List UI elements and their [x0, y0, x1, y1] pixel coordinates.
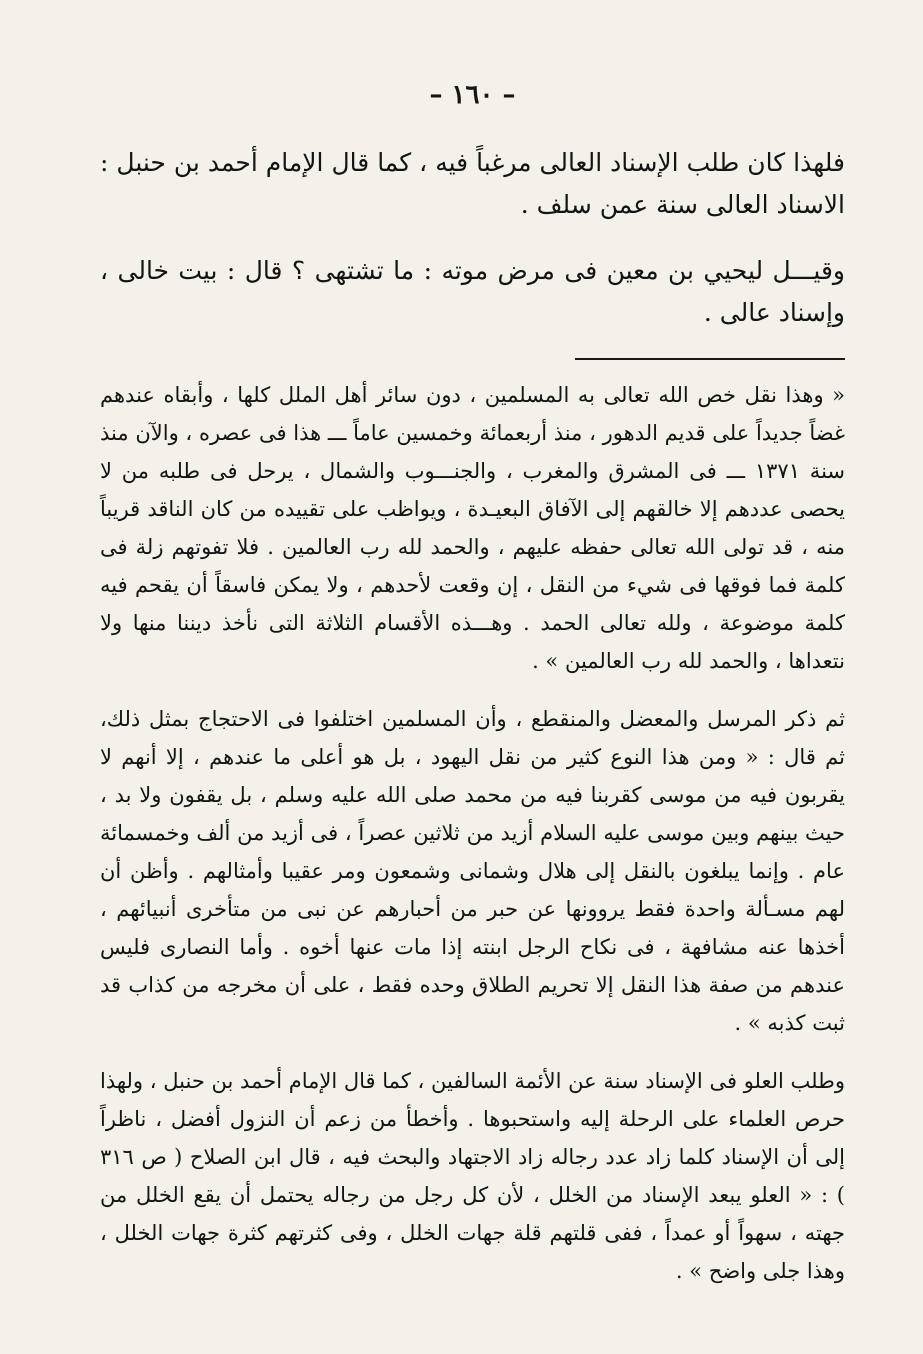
page-number: – ١٦٠ – [429, 80, 516, 110]
footnote-paragraph-2: ثم ذكر المرسل والمعضل والمنقطع ، وأن المسلمين اختلفوا فى الاحتجاج بمثل ذلك، ثم قال : « ومن هذا النوع كثير من نقل اليهود ، بل هو أعلى ما عندهم ، إلا أنهم لا يقربون فيه من موسى كقربنا فيه من محمد صلى الله عليه وسلم ، بل يقفون ولا بد ، حيث بينهم وبين موسى عليه السلام أزيد من ثلاثين عصراً ، فى أزيد من ألف وخمسمائة عام . وإنما يبلغون بالنقل إلى هلال وشمانى وشمعون ومر عقيبا وأمثالهم . وأظن أن لهم مسـألة واحدة فقط يروونها عن حبر من أحبارهم عن نبى من متأخرى أنبيائهم ، أخذها عنه مشافهة ، فى نكاح الرجل ابنته إذا مات عنها أخوه . وأما النصارى فليس عندهم من صفة هذا النقل إلا تحريم الطلاق وحده فقط ، على أن مخرجه من كذاب قد ثبت كذبه » . [100, 707, 845, 1035]
footnote-paragraph-1: « وهذا نقل خص الله تعالى به المسلمين ، دون سائر أهل الملل كلها ، وأبقاه عندهم غضاً جديداً على قديم الدهور ، منذ أربعمائة وخمسين عاماً ـــ هذا فى عصره ، والآن منذ سنة ١٣٧١ ـــ فى المشرق والمغرب ، والجنـــوب والشمال ، يرحل فى طلبه من لا يحصى عددهم إلا خالقهم إلى الآفاق البعيـدة ، ويواظب على تقييده من كان الناقد قريباً منه ، قد تولى الله تعالى حفظه عليهم ، والحمد لله رب العالمين . فلا تفوتهم زلة فى كلمة فما فوقها فى شيء من النقل ، إن وقعت لأحدهم ، ولا يمكن فاسقاً أن يقحم فيه كلمة موضوعة ، ولله تعالى الحمد . وهـــذه الأقسام الثلاثة التى نأخذ ديننا منها ولا نتعداها ، والحمد لله رب العالمين » . [100, 383, 846, 673]
footnote-paragraph-3: وطلب العلو فى الإسناد سنة عن الأئمة السالفين ، كما قال الإمام أحمد بن حنبل ، ولهذا حرص العلماء على الرحلة إليه واستحبوها . وأخطأ من زعم أن النزول أفضل ، ناظراً إلى أن الإسناد كلما زاد عدد رجاله زاد الاجتهاد والبحث فيه ، قال ابن الصلاح ( ص ٣١٦ ) : « العلو يبعد الإسناد من الخلل ، لأن كل رجل من رجاله يحتمل أن يقع الخلل من جهته ، سهواً أو عمداً ، ففى قلتهم قلة جهات الخلل ، وفى كثرتهم كثرة جهات الخلل ، وهذا جلى واضح » . [100, 1069, 845, 1283]
main-paragraph-1: فلهذا كان طلب الإسناد العالى مرغباً فيه ، كما قال الإمام أحمد بن حنبل : الاسناد العالى سنة عمن سلف . [100, 148, 845, 219]
main-paragraph-2: وقيـــل ليحيي بن معين فى مرض موته : ما تشتهى ؟ قال : بيت خالى ، وإسناد عالى . [100, 256, 845, 327]
footnote-divider [575, 358, 845, 360]
